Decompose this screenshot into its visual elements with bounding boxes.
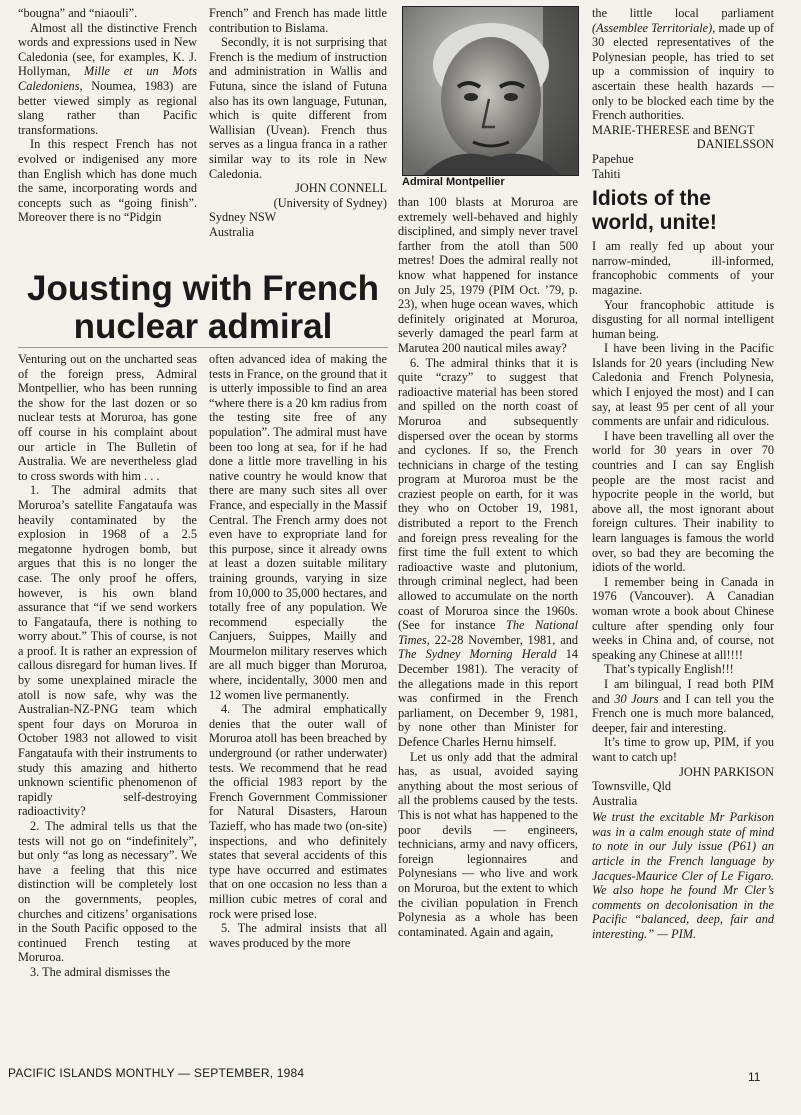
editor-note: We trust the excitable Mr Parkison was in a calm enough state of mind to note in our July issue (P61) an article in the French language by Jacques-Maurice Cler of Le Figaro. We also hope he found Mr Cler’s comments on decolonisation in the Pacific “balanced, deep, fair and interesting.” — PIM. [592, 810, 774, 942]
paragraph: In this respect French has not evolved or indigenised any more than English which has done much the same, incorporating words and concepts such as “going finish”. Moreover there is no “Pidgin [18, 137, 197, 225]
paragraph: I have been travelling all over the world for 30 years in over 70 countries and I can say English people are the most racist and hypocrite people in the world, but above all, the most ignorant about foreign cultures. Their inability to learn languages is famous the world over, so bad they are becoming the idiots of the world. [592, 428, 774, 575]
paragraph: It’s time to grow up, PIM, if you want to catch up! [592, 735, 774, 764]
paragraph: than 100 blasts at Moruroa are extremely well-behaved and highly disciplined, and simply never travel farther from the atoll than 500 metres! Does the admiral really not know what happened for instance on July 25, 1979 (PIM Oct. ’79, p. 23), when huge ocean waves, which definitely originated at Moruroa, severly damaged the pearl farm at Marutea 200 nautical miles away? [398, 195, 578, 355]
signature-name: MARIE-THERESE and BENGT [592, 122, 755, 137]
paragraph: Almost all the distinctive French words and expressions used in New Caledonia (see, for examples, K. J. Hollyman, Mille et un Mots Caledoniens, Noumea, 1983) are better viewed simply as regional slang rather than Pacific transformations. [18, 20, 197, 137]
paragraph: I am really fed up about your narrow-minded, ill-informed, francophobic comments of your magazine. [592, 239, 774, 297]
article-body-col1 [18, 352, 197, 1052]
portrait-icon [403, 7, 578, 175]
photo-caption: Admiral Montpellier [402, 176, 505, 188]
paragraph: I have been living in the Pacific Islands for 20 years (including New Caledonia and French Polynesia, which I enjoyed the most) and I can say, at least 95 per cent of all your comments are unfair and ridiculous. [592, 341, 774, 429]
paragraph: Your francophobic attitude is disgusting for all normal intelligent human being. [592, 297, 774, 341]
headline [18, 270, 388, 346]
admiral-portrait-photo [402, 6, 579, 176]
paragraph: Venturing out on the uncharted seas of the foreign press, Admiral Montpellier, who has been running the show for the last dozen or so nuclear tests at Moruroa, has gone off course in his complaint about our article in The Bulletin of Australia. We are nevertheless glad to cross swords with him . . . [18, 352, 197, 483]
letter-connell-part1 [18, 6, 197, 266]
signature-country: Australia [592, 793, 638, 808]
letter-heading: Idiots of the world, unite! [592, 187, 717, 235]
signature-place: Sydney NSW [209, 210, 277, 225]
headline-line: Jousting with French [27, 269, 379, 308]
paragraph: often advanced idea of making the tests in France, on the ground that it is utterly impossible to find an area “where there is a 20 km radius from the testing site free of any population”. The admiral must have been too long at sea, for if he had done a little more travelling in his native country he would know that there are many such sites all over France, and especially in the Massif Central. The French army does not even have to expropriate land for this purpose, since it already owns at least a dozen suitable military training grounds, varying in size from 10,000 to 35,000 hectares, and totally free of any population. We recommend especially the Canjuers, Suippes, Mailly and Mourmelon military reserves which are all much bigger than Moruroa, where, incidentally, 3000 men and 12 women live permanently. [209, 352, 387, 702]
signature-affiliation: (University of Sydney) [273, 195, 387, 210]
paragraph: “bougna” and “niaouli”. [18, 6, 138, 20]
paragraph: 4. The admiral emphatically denies that the outer wall of Moruroa atoll has been breached by underground (or rather underwater) tests. We recommend that he read the official 1983 report by the French Government Commissioner for Natural Disasters, Haroun Tazieff, who has made two (on-site) inspections, and who definitely states that several accidents of this type have occurred and estimates that on one occasion no less than a million cubic metres of coral and rock were prised lose. [209, 702, 387, 921]
paragraph: 6. The admiral thinks that it is quite “crazy” to suggest that radioactive material has been stored and spilled on the north coast of Moruroa and subsequently dispersed over the ocean by storms and cyclones. If so, the French technicians in charge of the testing program at Muroroa must be the craziest people on earth, for it was they who on October 19, 1981, distributed a report to the French and foreign press revealing for the first time the full extent to which radioactive waste and plutonium, through criminal neglect, had been allowed to accumulate on the north coast of Moruroa since the 1960s. (See for instance The National Times, 22-28 November, 1981, and The Sydney Morning Herald 14 December 1981). The veracity of the allegations made in this report was confirmed in the French parliament, on December 9, 1981, by none other than Minister for Defence Charles Hernu himself. [398, 355, 578, 749]
page-footer: PACIFIC ISLANDS MONTHLY — SEPTEMBER, 1984 [8, 1066, 305, 1080]
signature-country: Australia [209, 224, 255, 239]
signature-place: Papehue [592, 151, 634, 166]
article-body-col3 [398, 195, 578, 1053]
paragraph: the little local parliament (Assemblee Territoriale), made up of 30 elected representatives of the Polynesian people, has tried to set up a commission of inquiry to ascertain these health hazards — only to be blocked each time by the French authorities. [592, 6, 774, 123]
paragraph: 2. The admiral tells us that the tests will not go on “indefinitely”, but only “as long as necessary”. We have a feeling that this nice distinction will be completely lost on the governments, peoples, churches and citizens’ organisations in the South Pacific opposed to the continued French testing at Moruroa. [18, 819, 197, 965]
letters-column [592, 6, 774, 1058]
signature-name: JOHN PARKISON [679, 764, 774, 779]
divider [18, 347, 388, 348]
paragraph: 1. The admiral admits that Moruroa’s satellite Fangataufa was heavily contaminated by the explosion in 1968 of a 2.5 megatonne hydrogen bomb, but argues that this is no longer the case. The only proof he offers, however, is his own bland assurance that “if we send workers to Fangataufa, there is nothing to worry about.” This of course, is not a proof. It is rather an expression of callous disregard for human lives. If by some unexplained miracle the atoll is now safe, why was the Australian-NZ-PNG team which spent four days on Moruroa in October 1983 not allowed to visit Fangataufa with their instruments to study this amazing and hitherto unknown scientific phenomenon of rapidly self-destroying radioactivity? [18, 483, 197, 819]
signature-name: JOHN CONNELL [295, 181, 387, 196]
paragraph: Secondly, it is not surprising that French is the medium of instruction and administration in Wallis and Futuna, since the island of Futuna also has its own language, Futunan, which is quite different from Wallisian (Uvean). French thus serves as a lingua franca in a rather similar way to its role in New Caledonia. [209, 35, 387, 181]
signature-place: Townsville, Qld [592, 779, 672, 794]
paragraph: French” and French has made little contribution to Bislama. [209, 6, 387, 35]
article-body-col2 [209, 352, 387, 1052]
paragraph: 5. The admiral insists that all waves produced by the more [209, 921, 387, 950]
page-number: 11 [748, 1070, 761, 1084]
paragraph: 3. The admiral dismisses the [30, 964, 171, 979]
paragraph: Let us only add that the admiral has, as usual, avoided saying anything about the most serious of all the problems caused by the tests. This is not what has happened to the poor devils — engineers, technicians, army and navy officers, foreign legionnaires and Polynesians — who live and work on Moruroa, but the extent to which the civilian population in French Polynesia as a whole has been contaminated. Again and again, [398, 749, 578, 939]
paragraph: That’s typically English!!! [604, 662, 734, 677]
paragraph: I remember being in Canada in 1976 (Vancouver). A Canadian woman wrote a book about Chinese culture after spending only four weeks in China and, of course, not speaking any Chinese at all!!!! [592, 574, 774, 662]
signature-name: DANIELSSON [696, 137, 774, 152]
signature-country: Tahiti [592, 166, 621, 181]
paragraph: I am bilingual, I read both PIM and 30 Jours and I can tell you the French one is much more balanced, deeper, fair and interesting. [592, 676, 774, 735]
headline-line: nuclear admiral [73, 307, 333, 346]
letter-connell-part2 [209, 6, 387, 291]
